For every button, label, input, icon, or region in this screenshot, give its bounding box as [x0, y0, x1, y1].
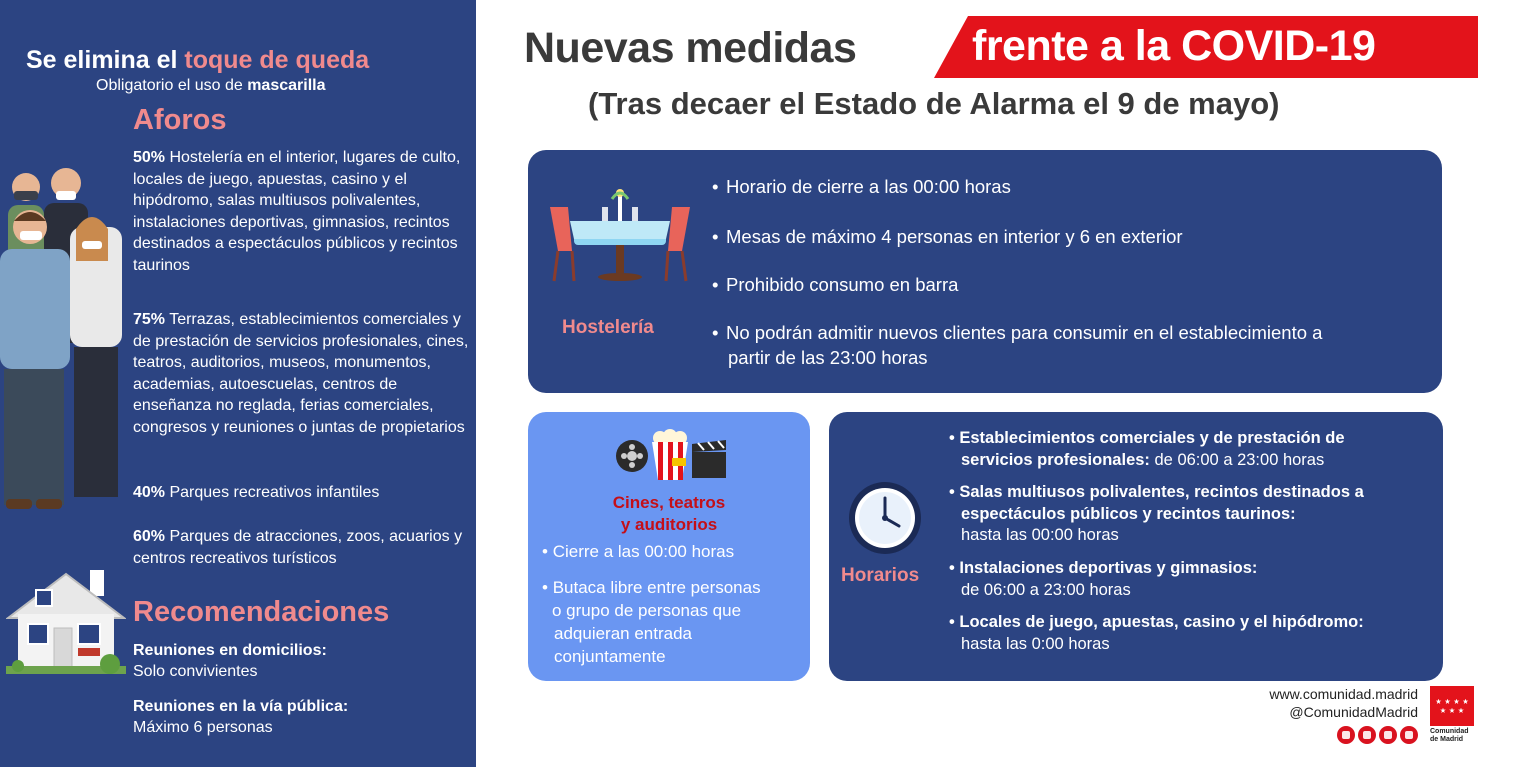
- cines-label: Cines, teatros y auditorios: [612, 493, 726, 534]
- horarios-item: • Establecimientos comerciales y de prestación de servicios profesionales: de 06:00 a 23:00 horas: [949, 429, 1345, 469]
- cines-item: • Cierre a las 00:00 horas: [542, 542, 735, 561]
- masked-people-illustration: [0, 165, 135, 515]
- rec-street-value: Máximo 6 personas: [133, 719, 273, 736]
- cinema-icon: [614, 428, 730, 482]
- title-red: frente a la COVID-19: [972, 22, 1376, 70]
- hosteleria-item: • Horario de cierre a las 00:00 horas: [712, 176, 1011, 197]
- hosteleria-label: Hostelería: [562, 317, 654, 338]
- horarios-item: • Locales de juego, apuestas, casino y el hipódromo: hasta las 0:00 horas: [949, 613, 1364, 653]
- dining-table-icon: [546, 185, 694, 283]
- title-main: Nuevas medidas: [524, 24, 857, 72]
- twitter-icon[interactable]: [1358, 726, 1376, 744]
- cines-item: • Butaca libre entre personas o grupo de personas que adquieran entrada conjuntamente: [542, 578, 761, 666]
- aforo-60: 60% Parques de atracciones, zoos, acuarios y centros recreativos turísticos: [133, 528, 463, 567]
- website-link[interactable]: www.comunidad.madrid: [1269, 686, 1418, 702]
- rec-home-title: Reuniones en domicilios:: [133, 642, 327, 659]
- hosteleria-card: [528, 150, 1442, 393]
- aforo-50: 50% Hostelería en el interior, lugares de culto, locales de juego, apuestas, casino y el hipódromo, salas multiusos polivalentes, instalaciones deportivas, gimnasios, recintos destinados a espectáculos públicos y recintos taurinos: [133, 149, 461, 274]
- instagram-icon[interactable]: [1379, 726, 1397, 744]
- recommendations-heading: Recomendaciones: [133, 596, 390, 628]
- aforos-heading: Aforos: [133, 104, 227, 136]
- youtube-icon[interactable]: [1400, 726, 1418, 744]
- rec-street-title: Reuniones en la vía pública:: [133, 698, 349, 715]
- twitter-handle[interactable]: @ComunidadMadrid: [1289, 704, 1418, 720]
- left-panel: [0, 0, 476, 767]
- hosteleria-item: • Prohibido consumo en barra: [712, 274, 959, 295]
- horarios-item: • Instalaciones deportivas y gimnasios: de 06:00 a 23:00 horas: [949, 559, 1258, 599]
- star-flag-icon: [1430, 686, 1474, 726]
- subtitle: (Tras decaer el Estado de Alarma el 9 de mayo): [588, 86, 1280, 121]
- comunidad-madrid-logo: [1430, 686, 1474, 746]
- horarios-card: [829, 412, 1443, 681]
- curfew-heading: Se elimina el toque de queda: [26, 46, 370, 74]
- hosteleria-item: • Mesas de máximo 4 personas en interior y 6 en exterior: [712, 226, 1183, 247]
- social-icons: [1337, 726, 1418, 744]
- aforo-75: 75% Terrazas, establecimientos comerciales y de prestación de servicios profesionales, cines, teatros, auditorios, museos, monumentos, academias, autoescuelas, centros de enseñanza no reglada, ferias comerciales, congresos y reuniones o juntas de propietarios: [133, 311, 469, 436]
- cines-card: [528, 412, 810, 681]
- clock-icon: [847, 480, 923, 556]
- horarios-item: • Salas multiusos polivalentes, recintos destinados a espectáculos públicos y recintos taurinos: hasta las 00:00 horas: [949, 483, 1364, 544]
- facebook-icon[interactable]: [1337, 726, 1355, 744]
- logo-text: Comunidad de Madrid: [1430, 728, 1469, 743]
- house-icon: [6, 566, 126, 678]
- mask-note: Obligatorio el uso de mascarilla: [96, 77, 326, 94]
- rec-home-value: Solo convivientes: [133, 663, 258, 680]
- horarios-label: Horarios: [841, 565, 920, 586]
- aforo-40: 40% Parques recreativos infantiles: [133, 484, 380, 501]
- hosteleria-item: • No podrán admitir nuevos clientes para consumir en el establecimiento a partir de las 23:00 horas: [712, 322, 1323, 368]
